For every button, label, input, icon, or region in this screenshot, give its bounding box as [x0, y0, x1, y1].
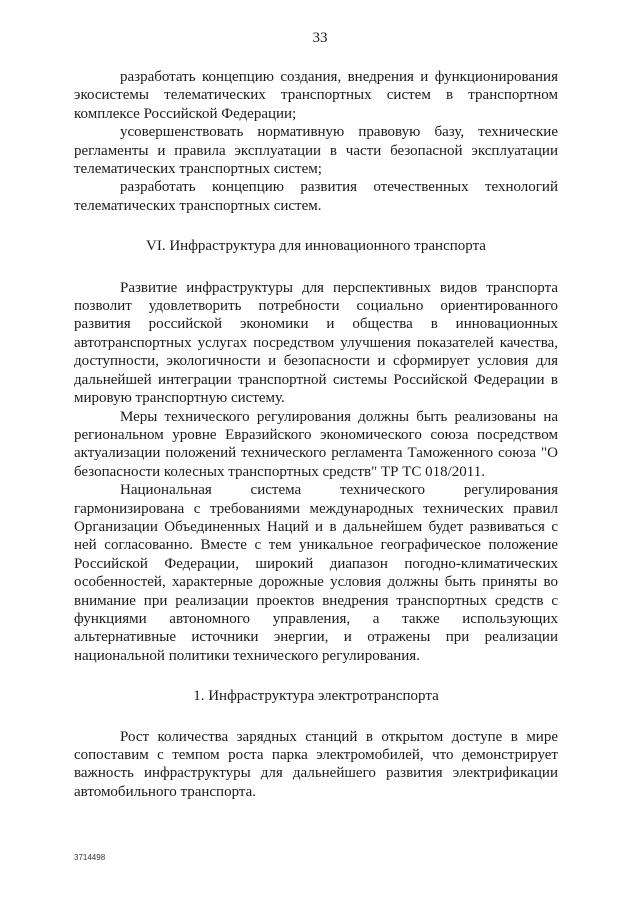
paragraph-concept-technologies: разработать концепцию развития отечественных технологий телематических транспортных систем. — [74, 179, 558, 214]
paragraph-charging-stations: Рост количества зарядных станций в открытом доступе в мире сопоставим с темпом роста парка электромобилей, что демонстрирует важность инфраструктуры для дальнейшего развития электрификации автомобильного транспорта. — [74, 728, 558, 800]
paragraph-national-system: Национальная система технического регулирования гармонизирована с требованиями международных технических правил Организации Объединенных Наций и в дальнейшем будет развиваться с ней согласованно. Вместе с тем уникальное географическое положение Российской Федерации, широкий диапазон погодно-климатических особенностей, характерные дорожные условия должны быть приняты во внимание при реализации проектов внедрения транспортных средств с функциями автономного управления, а также использующих альтернативные источники энергии, и отражены при реализации национальной политики технического регулирования. — [74, 482, 558, 664]
paragraph-concept-ecosystem: разработать концепцию создания, внедрения и функционирования экосистемы телематических транспортных систем в транспортном комплексе Российской Федерации; — [74, 69, 558, 122]
section-heading: VI. Инфраструктура для инновационного транспорта — [146, 238, 486, 255]
document-code: 3714498 — [74, 853, 106, 862]
subsection-heading: 1. Инфраструктура электротранспорта — [193, 688, 439, 705]
paragraph-infrastructure-development: Развитие инфраструктуры для перспективных видов транспорта позволит удовлетворить потребности социально ориентированного развития российской экономики и общества в инновационных автотранспортных услугах посредством улучшения показателей качества, доступности, экологичности и безопасности и сформирует условия для дальнейшей интеграции транспортной системы Российской Федерации в мировую транспортную систему. — [74, 279, 558, 407]
paragraph-technical-regulation: Меры технического регулирования должны быть реализованы на региональном уровне Евразийского экономического союза посредством актуализации положений технического регламента Таможенного союза "О безопасности колесных транспортных средств" ТР ТС 018/2011. — [74, 408, 558, 480]
paragraph-improve-regulation: усовершенствовать нормативную правовую базу, технические регламенты и правила эксплуатации в части безопасной эксплуатации телематических транспортных систем; — [74, 124, 558, 178]
page-number: 33 — [312, 30, 328, 46]
document-body — [74, 68, 558, 801]
